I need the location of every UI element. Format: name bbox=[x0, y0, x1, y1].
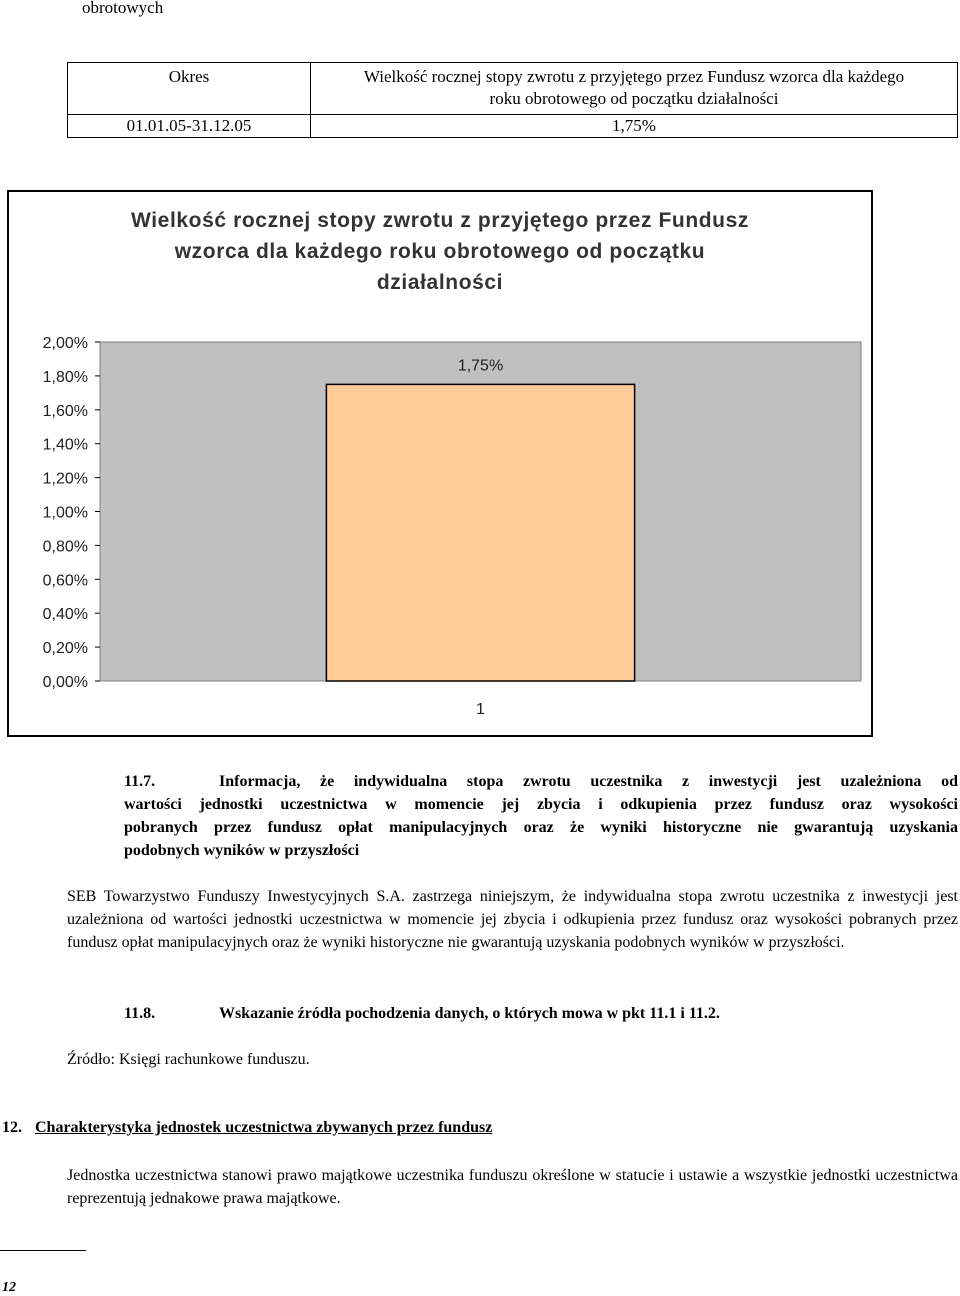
section-11-7-number: 11.7. bbox=[124, 773, 156, 790]
table-header-return-line2: roku obrotowego od początku działalności bbox=[489, 89, 779, 108]
section-11-7-body: SEB Towarzystwo Funduszy Inwestycyjnych S.A. zastrzega niniejszym, że indywidualna stopa zwrotu uczestnika z inwestycji jest uzależniona od wartości jednostki uczestnictwa w momencie jej zbycia i odkupienia przez fundusz oraz wysokości pobranych przez fundusz opłat manipulacyjnych oraz że wyniki historyczne nie gwarantują uzyskania podobnych wyników w przyszłości. bbox=[67, 888, 958, 951]
bar bbox=[326, 384, 634, 681]
bar-data-label: 1,75% bbox=[457, 357, 504, 375]
table-header-period: Okres bbox=[68, 63, 311, 115]
y-tick-label: 1,60% bbox=[42, 402, 88, 420]
section-11-7-heading-line1: Informacja, że indywidualna stopa zwrotu uczestnika z inwestycji jest uzależniona od bbox=[219, 773, 958, 790]
section-11-8-number: 11.8. bbox=[124, 1005, 156, 1022]
y-tick-label: 1,40% bbox=[42, 436, 88, 454]
table-header-return-line1: Wielkość rocznej stopy zwrotu z przyjętego przez Fundusz wzorca dla każdego bbox=[363, 67, 905, 86]
y-tick-label: 1,80% bbox=[42, 368, 88, 386]
section-12-number: 12. bbox=[2, 1119, 22, 1136]
chart-title-line-2: wzorca dla każdego roku obrotowego od początku bbox=[174, 240, 706, 263]
table-cell-period: 01.01.05-31.12.05 bbox=[68, 115, 311, 138]
y-tick-label: 0,40% bbox=[42, 606, 88, 624]
chart-title-line-3: działalności bbox=[376, 271, 504, 294]
section-11-7-heading-line2: wartości jednostki uczestnictwa w momencie jej zbycia i odkupienia przez fundusz oraz wysokości bbox=[124, 796, 958, 813]
chart-title-line-1: Wielkość rocznej stopy zwrotu z przyjętego przez Fundusz bbox=[131, 209, 749, 232]
section-12-body: Jednostka uczestnictwa stanowi prawo majątkowe uczestnika funduszu określone w statucie i ustawie a wszystkie jednostki uczestnictwa reprezentują jednakowe prawa majątkowe. bbox=[67, 1167, 958, 1207]
y-tick-label: 0,20% bbox=[42, 640, 88, 658]
y-tick-label: 1,00% bbox=[42, 504, 88, 522]
y-tick-label: 0,00% bbox=[42, 674, 88, 691]
table-cell-value: 1,75% bbox=[311, 115, 958, 138]
section-11-8-heading: Wskazanie źródła pochodzenia danych, o których mowa w pkt 11.1 i 11.2. bbox=[219, 1005, 720, 1022]
page-number: 12 bbox=[2, 1280, 16, 1295]
y-tick-label: 1,20% bbox=[42, 470, 88, 488]
section-11-7-heading bbox=[124, 770, 958, 862]
footnote-rule bbox=[0, 1250, 86, 1251]
x-tick-label: 1 bbox=[476, 701, 485, 718]
section-12-heading: Charakterystyka jednostek uczestnictwa zbywanych przez fundusz bbox=[35, 1119, 493, 1136]
section-11-8-body: Źródło: Księgi rachunkowe funduszu. bbox=[67, 1051, 310, 1068]
y-tick-label: 0,80% bbox=[42, 538, 88, 556]
header-fragment: obrotowych bbox=[82, 0, 164, 17]
section-11-7-heading-line4: podobnych wyników w przyszłości bbox=[124, 842, 360, 859]
y-tick-label: 2,00% bbox=[42, 335, 88, 352]
section-11-7-heading-line3: pobranych przez fundusz opłat manipulacyjnych oraz że wyniki historyczne nie gwarantują uzyskania bbox=[124, 819, 958, 836]
y-tick-label: 0,60% bbox=[42, 572, 88, 590]
